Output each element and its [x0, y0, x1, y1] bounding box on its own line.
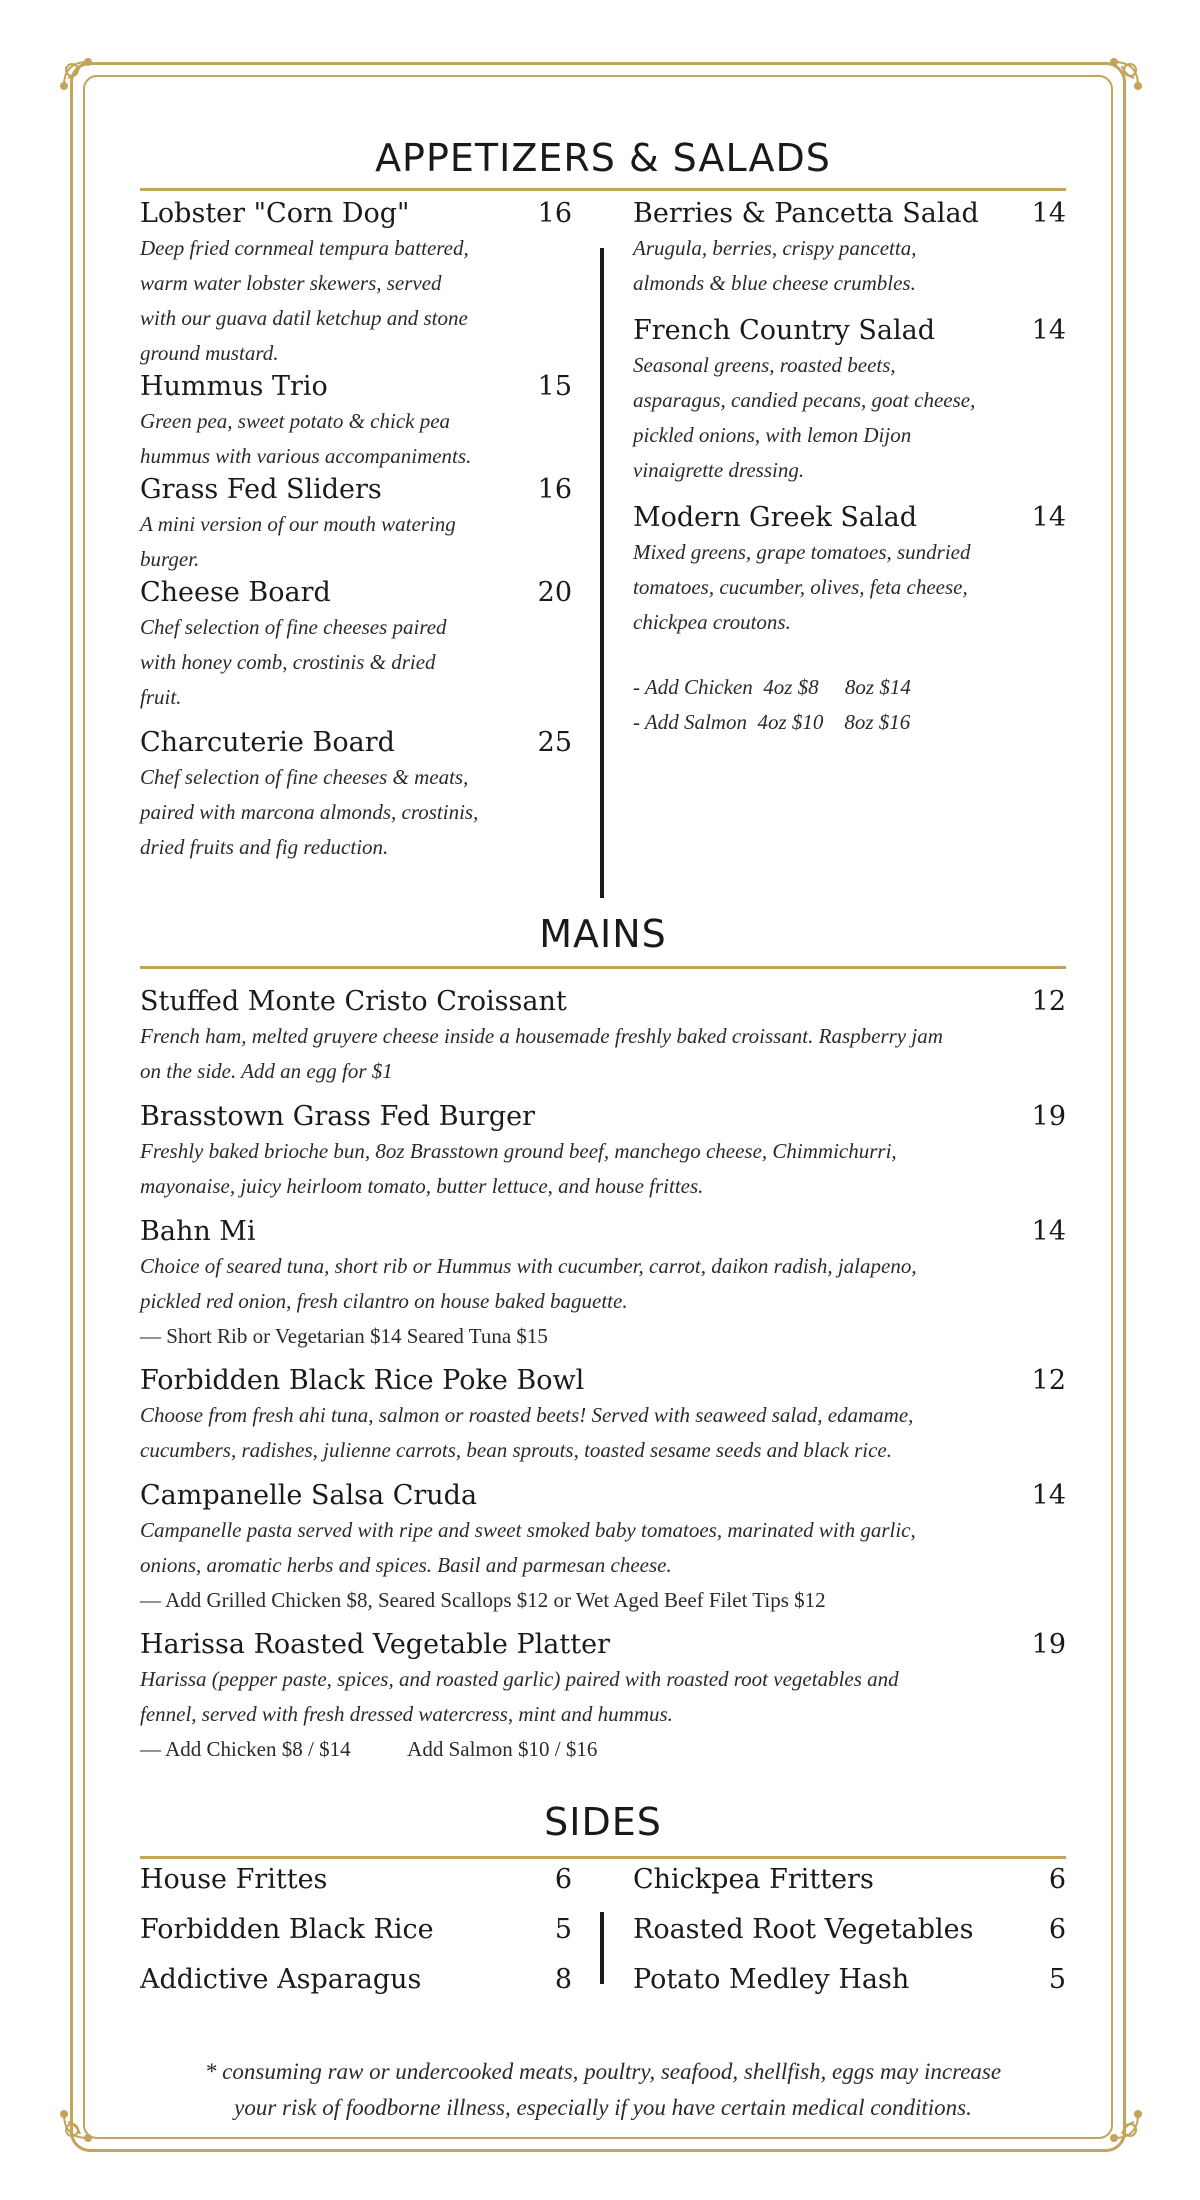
item-price: 25 — [537, 727, 572, 758]
item-description: A mini version of our mouth watering burger. — [140, 512, 456, 571]
menu-item — [140, 474, 572, 577]
item-description: Campanelle pasta served with ripe and sweet smoked baby tomatoes, marinated with garlic, onions, aromatic herbs and spices. Basil and parmesan cheese. — [140, 1518, 916, 1577]
item-name: Modern Greek Salad — [633, 502, 918, 533]
item-name: Grass Fed Sliders — [140, 474, 382, 505]
item-name: Addictive Asparagus — [140, 1964, 422, 1995]
appetizers-right-column — [633, 198, 1066, 740]
corner-flourish-icon — [1096, 2096, 1144, 2144]
sides-divider — [140, 1856, 1066, 1859]
menu-item — [140, 1365, 1066, 1468]
menu-item — [633, 502, 1066, 640]
addon-line: - Add Chicken 4oz $8 8oz $14 — [633, 675, 911, 699]
health-disclaimer — [140, 2054, 1066, 2126]
item-price: 6 — [1048, 1864, 1066, 1895]
addon-line: - Add Salmon 4oz $10 8oz $16 — [633, 710, 911, 734]
menu-item — [140, 1480, 1066, 1617]
item-name: Brasstown Grass Fed Burger — [140, 1101, 536, 1132]
item-price: 14 — [1031, 502, 1066, 533]
item-option: — Add Grilled Chicken $8, Seared Scallops $12 or Wet Aged Beef Filet Tips $12 — [140, 1588, 826, 1612]
item-name: Roasted Root Vegetables — [633, 1914, 974, 1945]
item-name: Hummus Trio — [140, 371, 328, 402]
item-description: Harissa (pepper paste, spices, and roasted garlic) paired with roasted root vegetables and fennel, served with fresh dressed watercress, mint and hummus. — [140, 1667, 899, 1726]
corner-flourish-icon — [58, 2096, 106, 2144]
menu-item — [140, 1216, 1066, 1353]
item-name: Bahn Mi — [140, 1216, 256, 1247]
item-option: — Short Rib or Vegetarian $14 Seared Tuna $15 — [140, 1324, 548, 1348]
mains-heading: MAINS — [539, 912, 667, 956]
item-price: 19 — [1031, 1101, 1066, 1132]
item-description: Freshly baked brioche bun, 8oz Brasstown ground beef, manchego cheese, Chimmichurri, mayonaise, juicy heirloom tomato, butter lettuce, and house frittes. — [140, 1139, 897, 1198]
side-item — [633, 1864, 1066, 1914]
item-description: Seasonal greens, roasted beets, asparagus, candied pecans, goat cheese, pickled onions, with lemon Dijon vinaigrette dressing. — [633, 353, 976, 482]
appetizers-column-divider — [600, 248, 604, 898]
salad-addons — [633, 670, 1066, 740]
item-price: 20 — [537, 577, 572, 608]
menu-item — [633, 315, 1066, 488]
item-name: Forbidden Black Rice — [140, 1914, 434, 1945]
mains-list — [140, 986, 1066, 1766]
item-price: 14 — [1031, 315, 1066, 346]
item-price: 14 — [1031, 1216, 1066, 1247]
item-price: 5 — [1048, 1964, 1066, 1995]
side-item — [140, 1914, 572, 1964]
item-price: 6 — [554, 1864, 572, 1895]
item-name: Forbidden Black Rice Poke Bowl — [140, 1365, 585, 1396]
menu-item — [140, 371, 572, 474]
item-price: 19 — [1031, 1629, 1066, 1660]
appetizers-heading: APPETIZERS & SALADS — [375, 136, 831, 180]
item-name: House Frittes — [140, 1864, 328, 1895]
appetizers-left-column — [140, 198, 572, 865]
menu-item — [633, 198, 1066, 301]
item-price: 5 — [554, 1914, 572, 1945]
item-description: Chef selection of fine cheeses paired with honey comb, crostinis & dried fruit. — [140, 615, 447, 709]
item-name: Cheese Board — [140, 577, 331, 608]
disclaimer-line: your risk of foodborne illness, especially if you have certain medical conditions. — [234, 2095, 972, 2120]
item-price: 8 — [554, 1964, 572, 1995]
menu-item — [140, 577, 572, 715]
menu-item — [140, 727, 572, 865]
item-price: 16 — [537, 474, 572, 505]
item-price: 16 — [537, 198, 572, 229]
item-price: 12 — [1031, 986, 1066, 1017]
item-description: Green pea, sweet potato & chick pea hummus with various accompaniments. — [140, 409, 472, 468]
sides-left-column — [140, 1864, 572, 2014]
item-price: 14 — [1031, 1480, 1066, 1511]
item-name: Stuffed Monte Cristo Croissant — [140, 986, 567, 1017]
item-name: Lobster "Corn Dog" — [140, 198, 410, 229]
item-description: Chef selection of fine cheeses & meats, paired with marcona almonds, crostinis, dried fruits and fig reduction. — [140, 765, 479, 859]
item-name: Harissa Roasted Vegetable Platter — [140, 1629, 610, 1660]
item-name: Campanelle Salsa Cruda — [140, 1480, 478, 1511]
side-item — [140, 1964, 572, 2014]
sides-heading: SIDES — [544, 1800, 662, 1844]
item-name: Berries & Pancetta Salad — [633, 198, 979, 229]
item-name: Charcuterie Board — [140, 727, 395, 758]
item-name: French Country Salad — [633, 315, 935, 346]
item-option: — Add Chicken $8 / $14 Add Salmon $10 / $16 — [140, 1737, 598, 1761]
item-price: 12 — [1031, 1365, 1066, 1396]
sides-right-column — [633, 1864, 1066, 2014]
item-description: Choose from fresh ahi tuna, salmon or roasted beets! Served with seaweed salad, edamame, cucumbers, radishes, julienne carrots, bean sprouts, toasted sesame seeds and black rice. — [140, 1403, 914, 1462]
corner-flourish-icon — [58, 56, 106, 104]
menu-item — [140, 1629, 1066, 1766]
item-description: Choice of seared tuna, short rib or Hummus with cucumber, carrot, daikon radish, jalapeno, pickled red onion, fresh cilantro on house baked baguette. — [140, 1254, 917, 1313]
menu-item — [140, 1101, 1066, 1204]
item-name: Potato Medley Hash — [633, 1964, 910, 1995]
mains-divider — [140, 966, 1066, 969]
appetizers-divider — [140, 188, 1066, 191]
menu-item — [140, 198, 572, 371]
item-price: 6 — [1048, 1914, 1066, 1945]
sides-column-divider — [600, 1912, 604, 1984]
item-price: 15 — [537, 371, 572, 402]
item-price: 14 — [1031, 198, 1066, 229]
corner-flourish-icon — [1096, 56, 1144, 104]
item-name: Chickpea Fritters — [633, 1864, 874, 1895]
side-item — [633, 1964, 1066, 2014]
item-description: Mixed greens, grape tomatoes, sundried tomatoes, cucumber, olives, feta cheese, chickpea croutons. — [633, 540, 971, 634]
side-item — [633, 1914, 1066, 1964]
item-description: Deep fried cornmeal tempura battered, warm water lobster skewers, served with our guava datil ketchup and stone ground mustard. — [140, 236, 469, 365]
disclaimer-line: * consuming raw or undercooked meats, poultry, seafood, shellfish, eggs may increase — [204, 2059, 1002, 2084]
item-description: Arugula, berries, crispy pancetta, almonds & blue cheese crumbles. — [633, 236, 917, 295]
side-item — [140, 1864, 572, 1914]
menu-item — [140, 986, 1066, 1089]
item-description: French ham, melted gruyere cheese inside a housemade freshly baked croissant. Raspberry jam on the side. Add an egg for $1 — [140, 1024, 943, 1083]
